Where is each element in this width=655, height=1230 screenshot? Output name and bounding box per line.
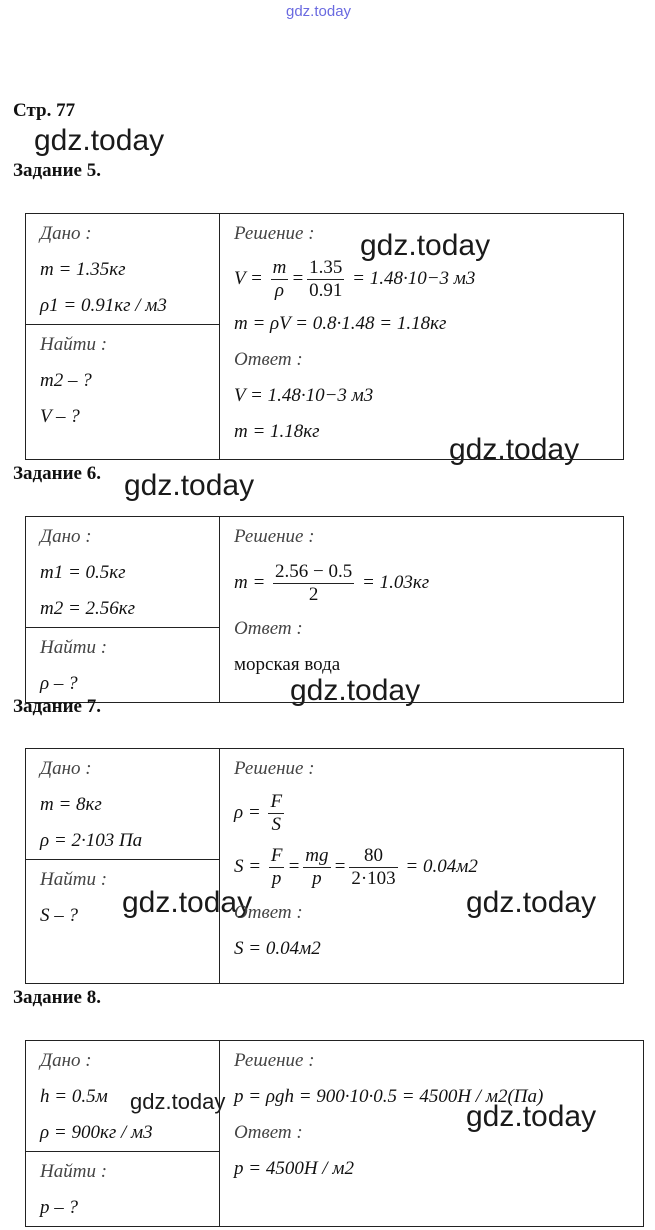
formula-area: S = $\frac{F}{p}$ = $\frac{mg}{p}$ = $\frac{80}{2\cdot 103}$ = 0.04м2 (234, 845, 478, 890)
formula-pressure: p = ρgh = 900·10·0.5 = 4500Н / м2(Па) (234, 1086, 544, 1107)
find-label: Найти : (40, 1161, 108, 1182)
task-7-table (25, 748, 624, 984)
task-7-find (26, 860, 220, 984)
answer-pressure: p = 4500Н / м2 (234, 1158, 354, 1179)
task-8-given (26, 1041, 220, 1152)
given-density: ρ1 = 0.91кг / м3 (40, 295, 167, 316)
solution-label: Решение : (234, 526, 315, 547)
task-6-solution (220, 517, 624, 703)
task-6-title: Задание 6. (13, 463, 101, 484)
answer-mass: m = 1.18кг (234, 421, 320, 442)
given-mass: m = 8кг (40, 794, 102, 815)
task-7-solution (220, 749, 624, 984)
find-item: S – ? (40, 905, 78, 926)
answer-label: Ответ : (234, 349, 303, 370)
fraction: $\frac{m}{\rho}$ (272, 257, 287, 302)
watermark: gdz.today (360, 229, 491, 262)
given-pressure: ρ = 2·103 Па (40, 830, 143, 851)
task-8-table (25, 1040, 644, 1227)
task-8-find (26, 1152, 220, 1227)
find-item: V – ? (40, 406, 80, 427)
watermark: gdz.today (449, 433, 580, 466)
task-5-find (26, 325, 220, 460)
fraction: $\frac{1.35}{0.91}$ (309, 257, 343, 302)
task-5-solution (220, 214, 624, 460)
dano-label: Дано : (40, 758, 92, 779)
task-5-title: Задание 5. (13, 160, 101, 181)
answer-text: морская вода (234, 654, 341, 675)
fraction: $\frac{F}{p}$ (270, 845, 283, 890)
page-heading: Стр. 77 (13, 100, 76, 121)
given-density: ρ = 900кг / м3 (40, 1122, 153, 1143)
task-8-solution (220, 1041, 644, 1227)
dano-label: Дано : (40, 1050, 92, 1071)
watermark: gdz.today (466, 1100, 597, 1133)
fraction: $\frac{2.56 - 0.5}{2}$ (275, 561, 353, 606)
task-5-given (26, 214, 220, 325)
answer-label: Ответ : (234, 1122, 303, 1143)
watermark-top: gdz.today (286, 3, 352, 20)
formula-density: ρ = $\frac{F}{S}$ (234, 791, 283, 836)
given-mass-2: m2 = 2.56кг (40, 598, 136, 619)
dano-label: Дано : (40, 223, 92, 244)
dano-label: Дано : (40, 526, 92, 547)
find-item: p – ? (40, 1197, 78, 1218)
task-6-table (25, 516, 624, 703)
fraction: $\frac{F}{S}$ (270, 791, 283, 836)
task-7-title: Задание 7. (13, 696, 101, 717)
solution-label: Решение : (234, 223, 315, 244)
watermark: gdz.today (34, 124, 165, 157)
find-item: m2 – ? (40, 370, 92, 391)
fraction: $\frac{80}{2\cdot 103}$ (351, 845, 396, 890)
formula-mass: m = $\frac{2.56 - 0.5}{2}$ = 1.03кг (234, 561, 430, 606)
solution-label: Решение : (234, 1050, 315, 1071)
watermark: gdz.today (124, 469, 255, 502)
find-label: Найти : (40, 637, 108, 658)
task-5-table (25, 213, 624, 460)
answer-label: Ответ : (234, 618, 303, 639)
find-item: ρ – ? (40, 673, 78, 694)
task-6-given (26, 517, 220, 628)
find-label: Найти : (40, 869, 108, 890)
find-label: Найти : (40, 334, 108, 355)
watermark: gdz.today (290, 674, 421, 707)
given-height: h = 0.5м (40, 1086, 108, 1107)
fraction: $\frac{mg}{p}$ (305, 845, 329, 890)
watermark: gdz.today (466, 886, 597, 919)
task-8-title: Задание 8. (13, 987, 101, 1008)
watermark: gdz.today (130, 1089, 226, 1114)
answer-volume: V = 1.48·10−3 м3 (234, 385, 374, 406)
task-7-given (26, 749, 220, 860)
formula-volume: V = $\frac{m}{\rho}$ = $\frac{1.35}{0.91}$ = 1.48·10−3 м3 (234, 257, 476, 302)
given-mass: m = 1.35кг (40, 259, 126, 280)
solution-label: Решение : (234, 758, 315, 779)
formula-mass: m = ρV = 0.8·1.48 = 1.18кг (234, 313, 447, 334)
answer-label: Ответ : (234, 902, 303, 923)
given-mass-1: m1 = 0.5кг (40, 562, 126, 583)
watermark: gdz.today (122, 886, 253, 919)
task-6-find (26, 628, 220, 703)
answer-area: S = 0.04м2 (234, 938, 321, 959)
